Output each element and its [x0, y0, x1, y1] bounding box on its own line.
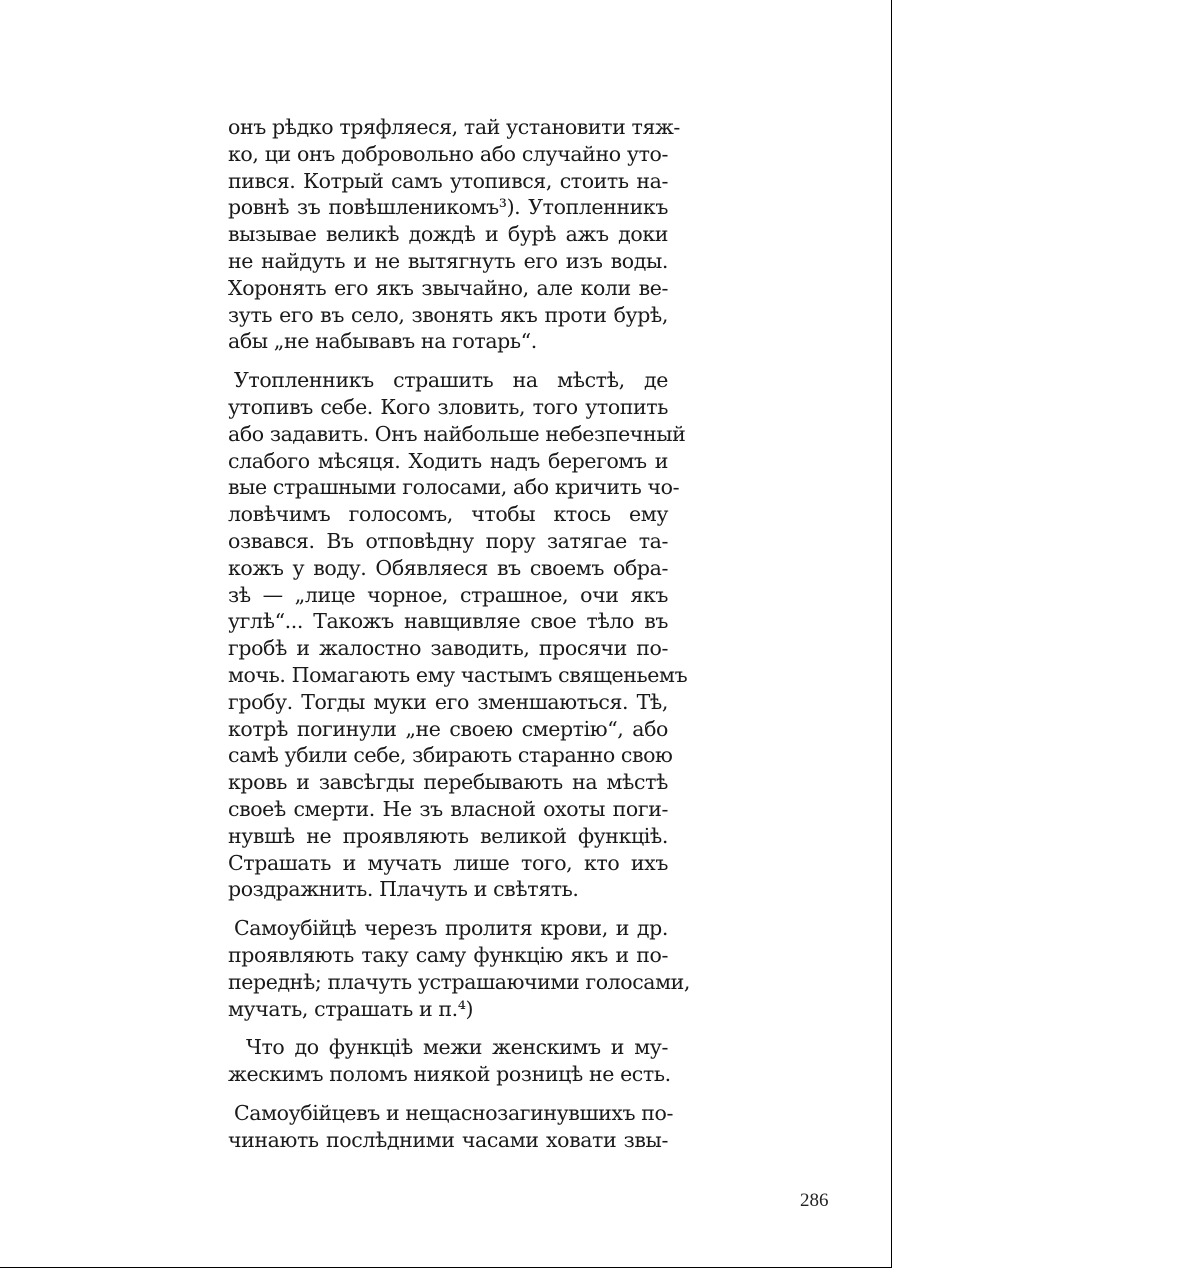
text-line: абы „не набывавъ на готарь“. — [228, 329, 537, 354]
text-line: котрѣ погинули „не своею смертію“, або — [228, 716, 668, 741]
text-line: онъ рѣдко тряфляеся, тай установити тяж- — [228, 115, 680, 139]
text-line: проявляють таку саму функцію якъ и по- — [228, 942, 668, 967]
text-line: кожъ у воду. Обявляеся въ своемъ обра- — [228, 555, 668, 580]
paragraph-2 — [228, 367, 688, 903]
text-line: утопивъ себе. Кого зловить, того утопить — [228, 394, 668, 419]
text-line: кровь и завсѣгды перебывають на мѣстѣ — [228, 770, 668, 795]
paragraph-3 — [228, 915, 691, 1022]
paragraph-1 — [228, 114, 680, 355]
text-line: Утопленникъ страшить на мѣстѣ, де — [234, 368, 668, 393]
text-line: своеѣ смерти. Не зъ власной охоты поги- — [228, 796, 668, 821]
text-line: гробѣ и жалостно заводить, просячи по- — [228, 636, 668, 661]
paragraph-5 — [228, 1100, 674, 1154]
text-line: мочь. Помагають ему частымъ священьемъ — [228, 662, 688, 687]
text-line: вызывае великѣ дождѣ и бурѣ ажъ доки — [228, 222, 668, 247]
text-line: роздражнить. Плачуть и свѣтять. — [228, 877, 579, 902]
text-line: пився. Котрый самъ утопився, стоить на- — [228, 168, 668, 193]
text-line: ловѣчимъ голосомъ, чтобы ктось ему — [228, 502, 668, 527]
text-line: мучать, страшать и п.⁴) — [228, 996, 474, 1021]
text-line: ровнѣ зъ повѣшленикомъ³). Утопленникъ — [228, 195, 668, 220]
text-line: нувшѣ не проявляють великой функціѣ. — [228, 823, 668, 848]
page-number: 286 — [800, 1190, 829, 1211]
text-line: не найдуть и не вытягнуть его изъ воды. — [228, 248, 668, 273]
text-line: углѣ“... Такожъ навщивляе свое тѣло въ — [228, 609, 668, 634]
text-line: чинають послѣдними часами ховати звы- — [228, 1127, 668, 1152]
text-line: або задавить. Онъ найбольше небезпечный — [228, 421, 686, 446]
text-line: вые страшными голосами, або кричить чо- — [228, 475, 680, 500]
text-line: ко, ци онъ добровольно або случайно уто- — [228, 141, 668, 166]
text-line: Хоронять его якъ звычайно, але коли ве- — [228, 275, 668, 300]
text-line: зуть его въ село, звонять якъ проти бурѣ, — [228, 302, 668, 327]
text-line: озвався. Въ отповѣдну пору затягае та- — [228, 528, 668, 553]
text-line: Самоубійцѣ черезъ пролитя крови, и др. — [234, 916, 668, 941]
text-line: самѣ убили себе, збирають старанно свою — [228, 743, 673, 768]
scanned-text-block — [228, 114, 691, 1153]
text-line: переднѣ; плачуть устрашаючими голосами, — [228, 969, 691, 994]
text-line: жескимъ поломъ ниякой розницѣ не есть. — [228, 1062, 671, 1087]
text-line: зѣ — „лице чорное, страшное, очи якъ — [228, 582, 668, 607]
text-line: Что до функціѣ межи женскимъ и му- — [246, 1035, 668, 1060]
text-line: Страшать и мучать лише того, кто ихъ — [228, 850, 668, 875]
paragraph-4 — [228, 1034, 671, 1088]
text-line: слабого мѣсяця. Ходить надъ берегомъ и — [228, 448, 668, 473]
text-line: Самоубійцевъ и нещаснозагинувшихъ по- — [234, 1100, 674, 1125]
text-line: гробу. Тогды муки его зменшаються. Тѣ, — [228, 689, 668, 714]
